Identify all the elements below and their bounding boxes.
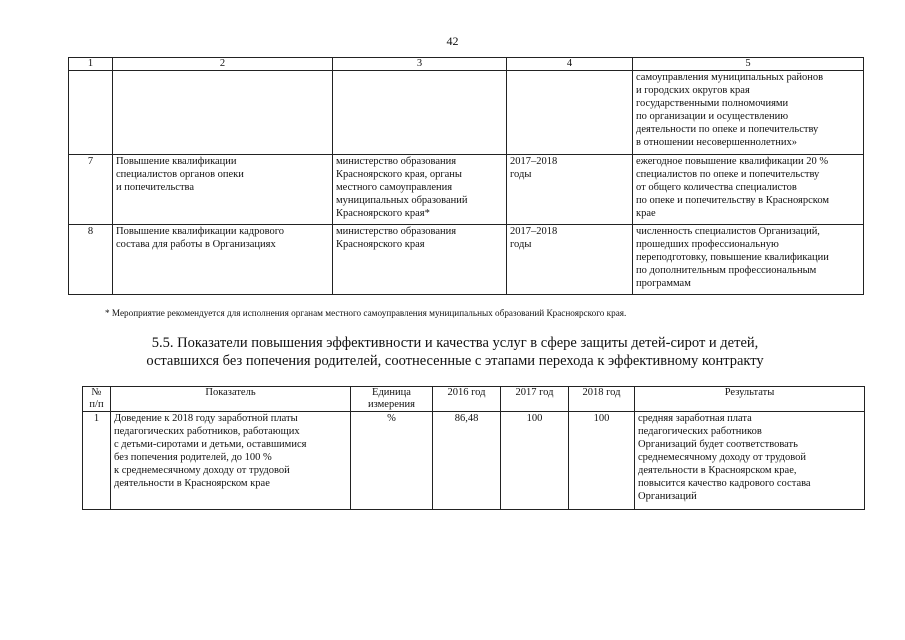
table-row <box>69 155 864 225</box>
unit: % <box>351 412 433 510</box>
column-header: 4 <box>507 58 633 71</box>
footnote: * Мероприятие рекомендуется для исполнения органам местного самоуправления муниципальных образований Красноярского края. <box>105 308 627 318</box>
row-number: 7 <box>69 155 113 225</box>
expected-result: самоуправления муниципальных районов и городских округов края государственными полномочиями по организации и осуществлению деятельности по опеке и попечительству в отношении несовершеннолетних» <box>636 72 824 148</box>
activity-name: Повышение квалификации специалистов органов опеки и попечительства <box>116 156 244 193</box>
table-header-row <box>83 387 865 412</box>
column-header-results: Результаты <box>635 387 865 412</box>
column-header: 3 <box>333 58 507 71</box>
value-2017: 100 <box>501 412 569 510</box>
results-text: средняя заработная плата педагогических работников Организаций будет соответствовать среднемесячному доходу от трудовой деятельности в Красноярском крае, повысится качество кадрового состава Организаций <box>638 413 811 502</box>
executor: министерство образования Красноярского края <box>336 226 457 250</box>
column-header-2017: 2017 год <box>501 387 569 412</box>
column-header: 1 <box>69 58 113 71</box>
column-header-num: № п/п <box>83 387 111 412</box>
activities-table <box>68 57 864 295</box>
page-number: 42 <box>446 34 459 48</box>
table-header-row <box>69 58 864 71</box>
column-header: 5 <box>633 58 864 71</box>
column-header: 2 <box>113 58 333 71</box>
value-2016: 86,48 <box>433 412 501 510</box>
row-number: 8 <box>69 225 113 295</box>
expected-result: ежегодное повышение квалификации 20 % специалистов по опеке и попечительству от общего количества специалистов по опеке и попечительству в Красноярском крае <box>636 156 830 219</box>
table-row <box>83 412 865 510</box>
row-number <box>69 71 113 155</box>
table-row <box>69 71 864 155</box>
indicators-table <box>82 386 865 510</box>
column-header-2016: 2016 год <box>433 387 501 412</box>
value-2018: 100 <box>569 412 635 510</box>
indicator-text: Доведение к 2018 году заработной платы педагогических работников, работающих с детьми-сиротами и детьми, оставшимися без попечения родителей, до 100 % к среднемесячному доходу от трудовой деятельности в Красноярском крае <box>114 413 307 489</box>
expected-result: численность специалистов Организаций, прошедших профессиональную переподготовку, повышение квалификации по дополнительным профессиональным программам <box>636 226 829 289</box>
column-header-2018: 2018 год <box>569 387 635 412</box>
column-header-indicator: Показатель <box>111 387 351 412</box>
column-header-unit: Единица измерения <box>351 387 433 412</box>
section-title: 5.5. Показатели повышения эффективности и качества услуг в сфере защиты детей-сирот и детей, оставшихся без попечения родителей, соотнесенные с этапами перехода к эффективному контракту <box>146 335 764 369</box>
period: 2017–2018 годы <box>510 226 558 250</box>
period: 2017–2018 годы <box>510 156 558 180</box>
row-number: 1 <box>83 412 111 510</box>
table-row <box>69 225 864 295</box>
executor: министерство образования Красноярского края, органы местного самоуправления муниципальных образований Красноярского края* <box>336 156 468 219</box>
activity-name: Повышение квалификации кадрового состава для работы в Организациях <box>116 226 285 250</box>
